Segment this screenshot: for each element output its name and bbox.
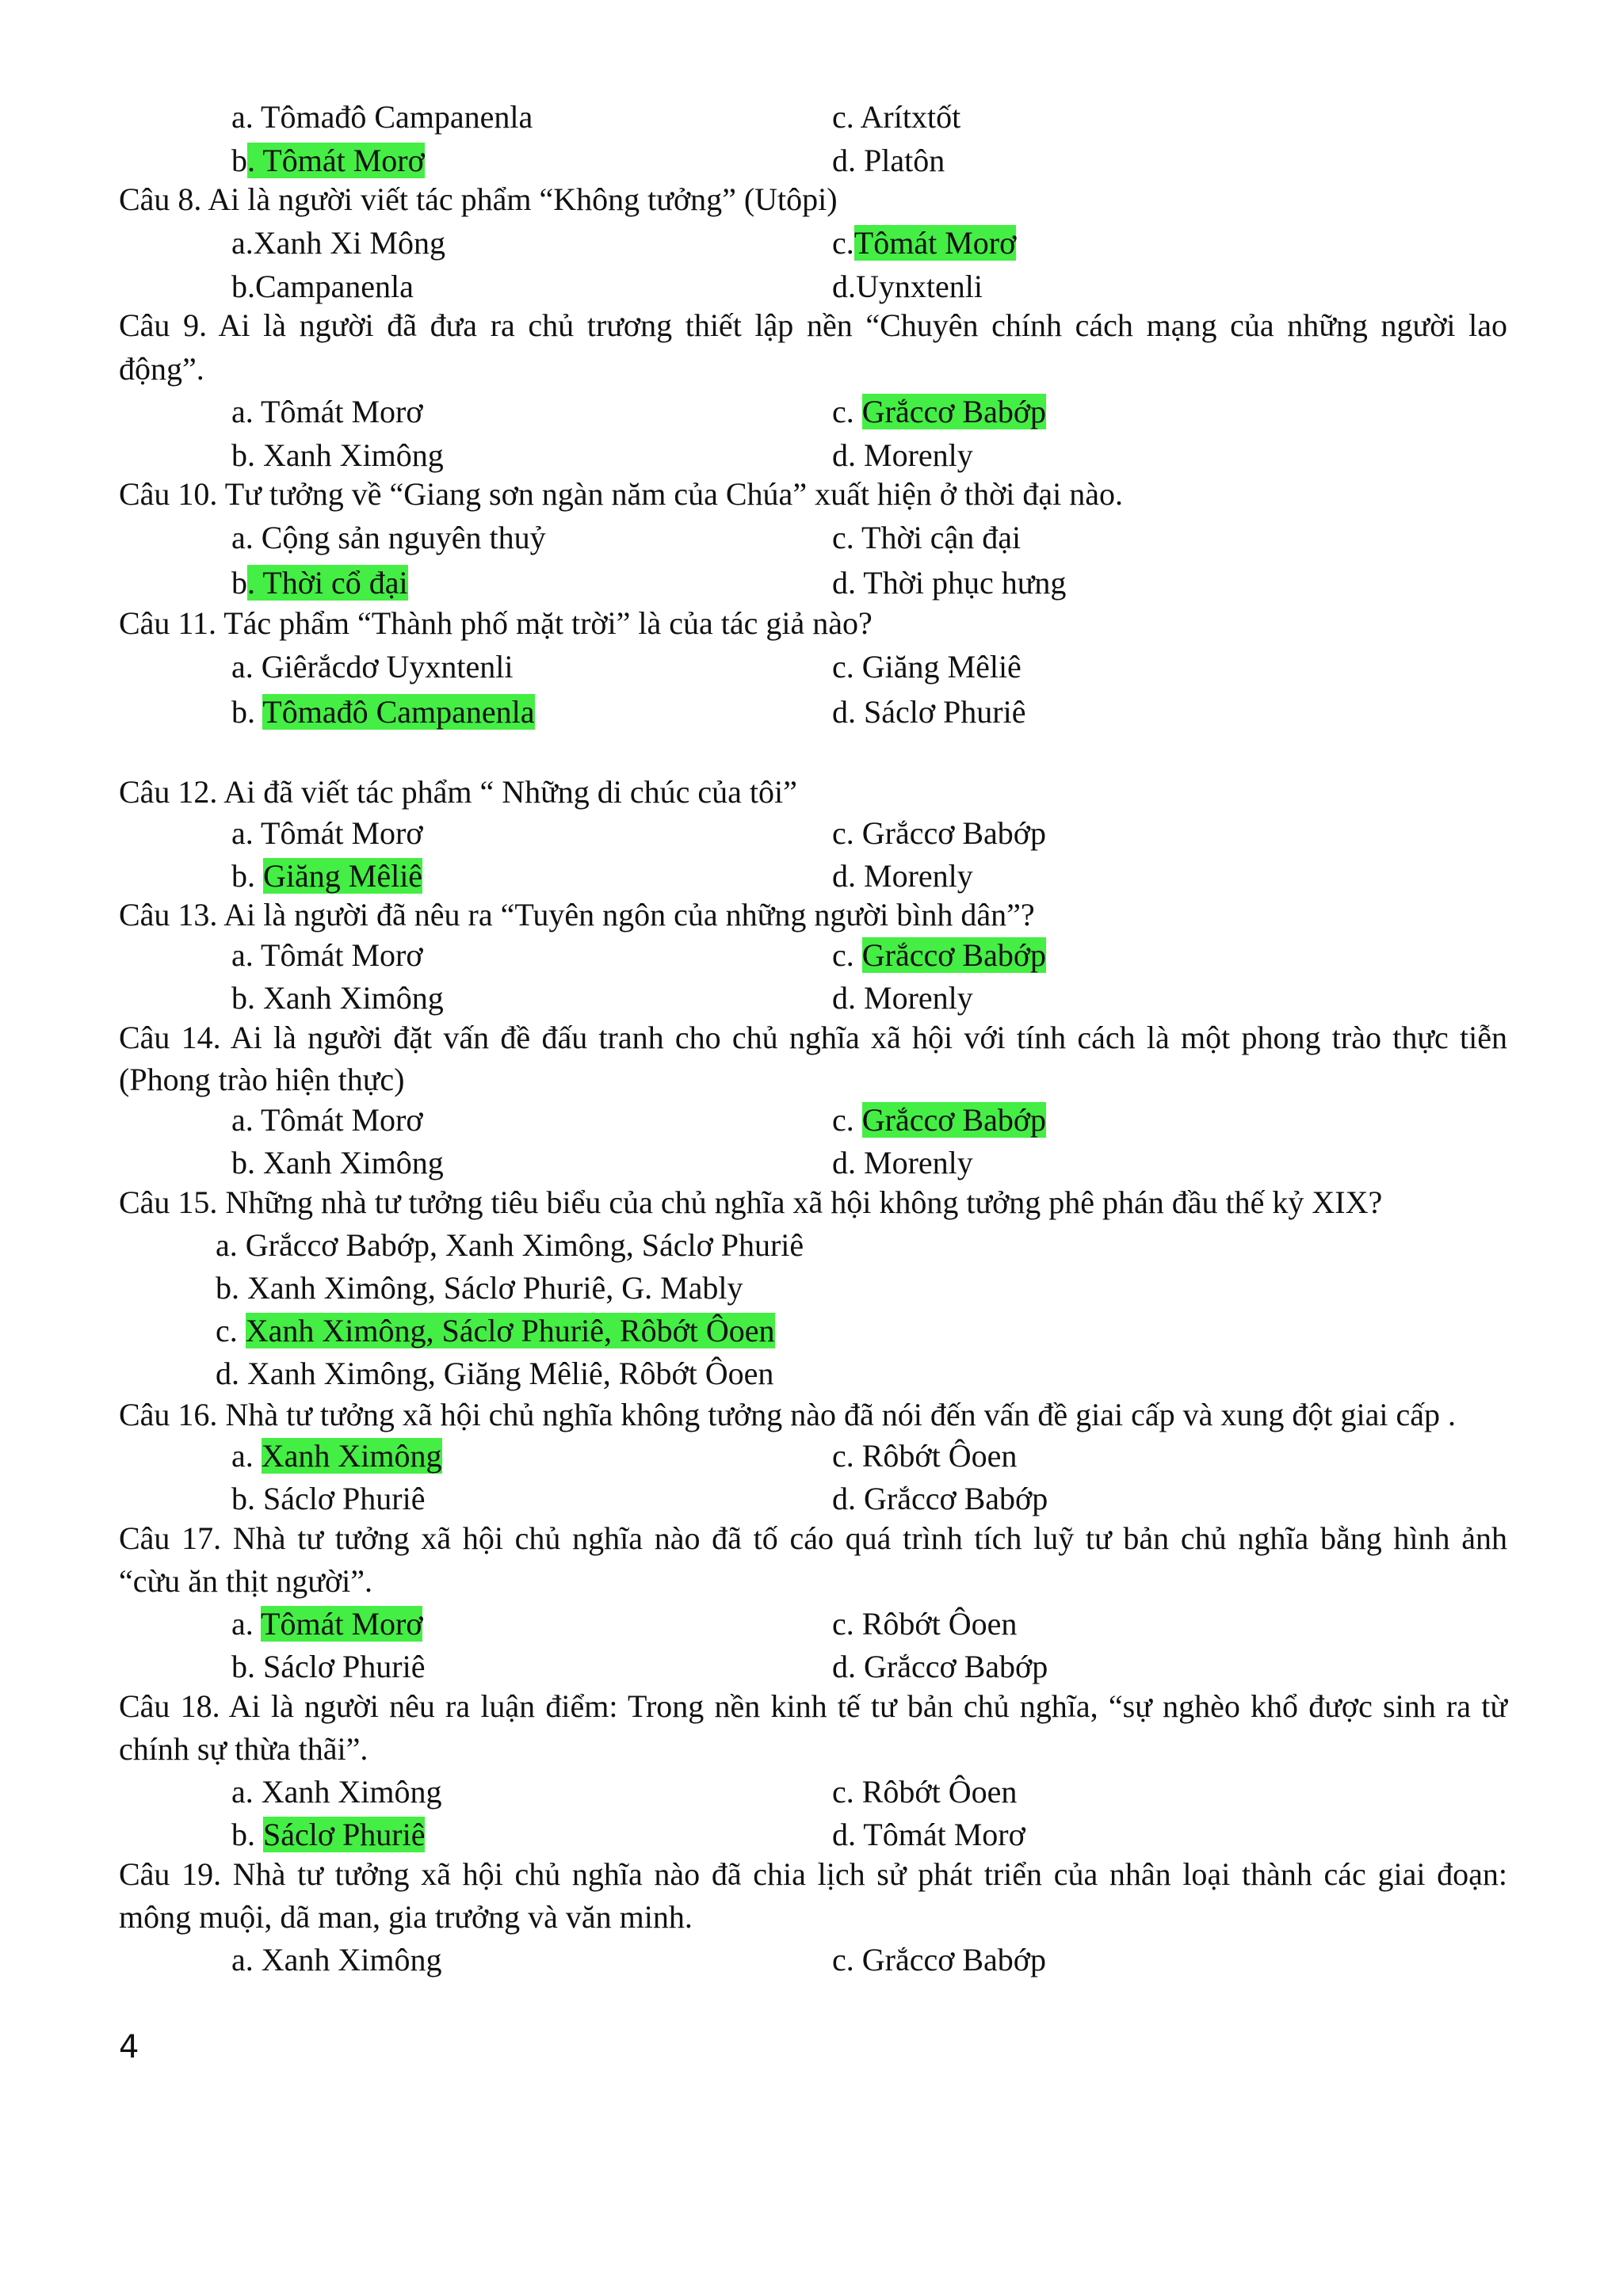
option-text: a. Xanh Ximông [231, 1942, 442, 1978]
option-text: c. Grắccơ Babớp [832, 815, 1046, 851]
option-text: b. [231, 858, 263, 894]
option-text: d. Sáclơ Phuriê [832, 694, 1026, 730]
option-text: b. Sáclơ Phuriê [231, 1649, 426, 1684]
option-text: b. Xanh Ximông [231, 980, 444, 1016]
answer-option-right [832, 692, 1025, 733]
answer-option-right [832, 1814, 1025, 1855]
answer-option-right [832, 978, 973, 1019]
option-text: a.Xanh Xi Mông [231, 225, 445, 261]
question-text: “cừu ăn thịt người”. [119, 1563, 372, 1599]
option-text: c. Rôbớt Ôoen [832, 1774, 1018, 1810]
option-text: b. [231, 694, 263, 730]
option-text: a. [231, 1438, 262, 1474]
answer-option-left [231, 935, 422, 976]
option-text: a. Tômát Morơ [231, 1102, 423, 1138]
answer-option-right [832, 435, 973, 476]
option-text: c. [832, 394, 862, 429]
answer-option-right [832, 1100, 1046, 1141]
option-text: c. Grắccơ Babớp [832, 1942, 1046, 1978]
highlighted-answer: Grắccơ Babớp [861, 1102, 1046, 1138]
option-text: c. Giăng Mêliê [832, 649, 1022, 685]
option-text: b. Sáclơ Phuriê [231, 1481, 426, 1516]
option-text: c. [216, 1313, 246, 1348]
question-text: mông muội, dã man, gia trưởng và văn minh. [119, 1899, 693, 1935]
option-text: d. Tômát Morơ [832, 1817, 1025, 1852]
answer-option-right [832, 563, 1066, 604]
answer-option [216, 1353, 773, 1394]
question-text: Câu 11. Tác phẩm “Thành phố mặt trời” là của tác giả nào? [119, 605, 873, 641]
highlighted-answer: Tômađô Campanenla [262, 694, 535, 730]
answer-option-right [832, 1436, 1017, 1477]
option-text: c. Arítxtốt [832, 99, 961, 135]
answer-option-right [832, 1939, 1046, 1981]
answer-option-left [231, 266, 414, 307]
answer-option-right [832, 140, 945, 181]
answer-option-right [832, 935, 1046, 976]
answer-option-left [231, 1142, 444, 1184]
option-text: b. Xanh Ximông [231, 437, 444, 473]
highlighted-answer: Giăng Mêliê [263, 858, 423, 894]
option-text: b [231, 143, 247, 178]
answer-option-right [832, 813, 1046, 854]
option-text: c. [832, 225, 854, 261]
option-text: d.Uynxtenli [832, 269, 983, 304]
question-text: Câu 8. Ai là người viết tác phẩm “Không tưởng” (Utôpi) [119, 181, 838, 217]
question-text: Câu 17. Nhà tư tưởng xã hội chủ nghĩa nào đã tố cáo quá trình tích luỹ tư bản chủ nghĩa bằng hình ảnh [119, 1520, 1507, 1556]
highlighted-answer: Xanh Ximông, Sáclơ Phuriê, Rôbớt Ôoen [245, 1313, 775, 1348]
highlighted-answer: Tômát Morơ [854, 225, 1017, 261]
answer-option [216, 1268, 743, 1309]
answer-option-left [231, 223, 445, 264]
option-text: d. Grắccơ Babớp [832, 1481, 1048, 1516]
option-text: d. Platôn [832, 143, 945, 178]
highlighted-answer: Grắccơ Babớp [861, 394, 1046, 429]
question-text: Câu 10. Tư tưởng về “Giang sơn ngàn năm của Chúa” xuất hiện ở thời đại nào. [119, 476, 1123, 512]
answer-option-left [231, 563, 408, 604]
option-text: d. Thời phục hưng [832, 565, 1067, 601]
option-text: d. Morenly [832, 858, 973, 894]
answer-option-left [231, 1604, 422, 1645]
question-text: động”. [119, 351, 204, 387]
option-text: d. Morenly [832, 1145, 973, 1180]
highlighted-answer: . Thời cổ đại [247, 565, 408, 601]
highlighted-answer: Tômát Morơ [261, 1606, 423, 1642]
answer-option-left [231, 140, 425, 181]
option-text: b. Xanh Ximông [231, 1145, 444, 1180]
option-text: b.Campanenla [231, 269, 414, 304]
answer-option-right [832, 517, 1021, 559]
option-text: a. Xanh Ximông [231, 1774, 442, 1810]
option-text: b. Xanh Ximông, Sáclơ Phuriê, G. Mably [216, 1270, 743, 1306]
option-text: c. [832, 937, 862, 973]
answer-option-left [231, 646, 513, 688]
option-text: c. Thời cận đại [832, 520, 1022, 555]
option-text: c. [832, 1102, 862, 1138]
answer-option-left [231, 1436, 442, 1477]
option-text: b [231, 565, 247, 601]
option-text: a. Tômađô Campanenla [231, 99, 533, 135]
question-text: Câu 15. Những nhà tư tưởng tiêu biểu của chủ nghĩa xã hội không tưởng phê phán đầu thế kỷ XIX? [119, 1184, 1383, 1220]
option-text: c. Rôbớt Ôoen [832, 1438, 1018, 1474]
answer-option-right [832, 97, 960, 138]
option-text: a. Grắccơ Babớp, Xanh Ximông, Sáclơ Phuriê [216, 1227, 804, 1263]
answer-option-right [832, 856, 973, 897]
answer-option-left [231, 813, 422, 854]
answer-option-left [231, 1814, 425, 1855]
answer-option-left [231, 517, 546, 559]
question-text: Câu 16. Nhà tư tưởng xã hội chủ nghĩa không tưởng nào đã nói đến vấn đề giai cấp và xung đột giai cấp . [119, 1397, 1456, 1432]
option-text: b. [231, 1817, 263, 1852]
answer-option-left [231, 1100, 422, 1141]
question-text: Câu 18. Ai là người nêu ra luận điểm: Trong nền kinh tế tư bản chủ nghĩa, “sự nghèo khổ được sinh ra từ [119, 1688, 1507, 1724]
question-text: Câu 14. Ai là người đặt vấn đề đấu tranh cho chủ nghĩa xã hội với tính cách là một phong trào thực tiễn [119, 1020, 1507, 1055]
answer-option-left [231, 1478, 425, 1520]
question-text: (Phong trào hiện thực) [119, 1062, 405, 1097]
question-text: Câu 19. Nhà tư tưởng xã hội chủ nghĩa nào đã chia lịch sử phát triển của nhân loại thành các giai đoạn: [119, 1856, 1507, 1892]
answer-option [216, 1225, 804, 1266]
answer-option-left [231, 1772, 442, 1813]
question-text: Câu 13. Ai là người đã nêu ra “Tuyên ngôn của những người bình dân”? [119, 897, 1035, 933]
option-text: a. [231, 1606, 262, 1642]
question-text: chính sự thừa thãi”. [119, 1731, 369, 1767]
answer-option-right [832, 646, 1022, 688]
answer-option-right [832, 223, 1016, 264]
option-text: a. Giêrắcdơ Uyxntenli [231, 649, 514, 685]
answer-option-left [231, 97, 533, 138]
answer-option-right [832, 266, 983, 307]
option-text: c. Rôbớt Ôoen [832, 1606, 1018, 1642]
question-text: Câu 9. Ai là người đã đưa ra chủ trương thiết lập nền “Chuyên chính cách mạng của những người lao [119, 307, 1507, 343]
answer-option [216, 1310, 775, 1352]
answer-option-right [832, 1604, 1017, 1645]
answer-option-right [832, 1646, 1048, 1688]
question-text: Câu 12. Ai đã viết tác phẩm “ Những di chúc của tôi” [119, 774, 797, 810]
option-text: d. Grắccơ Babớp [832, 1649, 1048, 1684]
option-text: a. Tômát Morơ [231, 394, 423, 429]
answer-option-right [832, 1772, 1017, 1813]
option-text: a. Cộng sản nguyên thuỷ [231, 520, 546, 555]
answer-option-right [832, 1478, 1048, 1520]
option-text: a. Tômát Morơ [231, 937, 423, 973]
page-number: 4 [119, 2029, 139, 2065]
answer-option-left [231, 1646, 425, 1688]
answer-option-left [231, 1939, 442, 1981]
answer-option-left [231, 435, 444, 476]
option-text: a. Tômát Morơ [231, 815, 423, 851]
answer-option-left [231, 692, 535, 733]
highlighted-answer: Grắccơ Babớp [861, 937, 1046, 973]
option-text: d. Morenly [832, 980, 973, 1016]
option-text: d. Morenly [832, 437, 973, 473]
highlighted-answer: Sáclơ Phuriê [263, 1817, 426, 1852]
highlighted-answer: . Tômát Morơ [247, 143, 425, 178]
option-text: d. Xanh Ximông, Giăng Mêliê, Rôbớt Ôoen [216, 1356, 774, 1391]
answer-option-right [832, 391, 1046, 433]
highlighted-answer: Xanh Ximông [261, 1438, 442, 1474]
answer-option-left [231, 391, 422, 433]
answer-option-right [832, 1142, 973, 1184]
answer-option-left [231, 856, 422, 897]
answer-option-left [231, 978, 444, 1019]
